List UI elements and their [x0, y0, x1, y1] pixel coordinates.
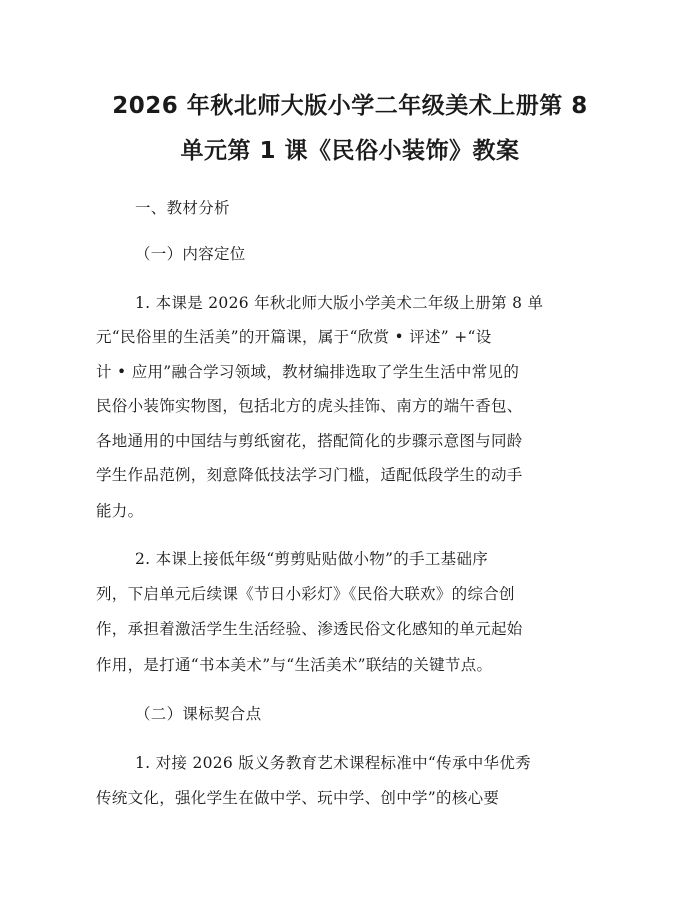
section-heading: 一、教材分析 — [135, 199, 230, 217]
subsection-heading-standards: （二）课标契合点 — [135, 705, 262, 723]
paragraph-line: 1. 本课是 2026 年秋北师大版小学美术二年级上册第 8 单 — [135, 294, 544, 312]
paragraph-line: 作用，是打通“书本美术”与“生活美术”联结的关键节点。 — [96, 656, 493, 674]
paragraph-line: 2. 本课上接低年级“剪剪贴贴做小物”的手工基础序 — [135, 550, 489, 568]
paragraph-line: 各地通用的中国结与剪纸窗花，搭配简化的步骤示意图与同龄 — [96, 432, 523, 450]
paragraph-line: 列，下启单元后续课《节日小彩灯》《民俗大联欢》的综合创 — [96, 585, 515, 603]
paragraph-line: 学生作品范例，刻意降低技法学习门槛，适配低段学生的动手 — [96, 466, 523, 484]
document-title-line-2: 单元第 1 课《民俗小装饰》教案 — [180, 138, 520, 164]
paragraph-line: 作，承担着激活学生生活经验、渗透民俗文化感知的单元起始 — [96, 620, 523, 638]
subsection-heading-content: （一）内容定位 — [135, 245, 246, 263]
paragraph-line: 计 • 应用”融合学习领域，教材编排选取了学生生活中常见的 — [96, 363, 520, 381]
paragraph-line: 1. 对接 2026 版义务教育艺术课程标准中“传承中华优秀 — [135, 754, 531, 772]
document-title-line-1: 2026 年秋北师大版小学二年级美术上册第 8 — [112, 93, 588, 119]
paragraph-line: 传统文化，强化学生在做中学、玩中学、创中学”的核心要 — [96, 789, 500, 807]
paragraph-line: 民俗小装饰实物图，包括北方的虎头挂饰、南方的端午香包、 — [96, 397, 523, 415]
paragraph-line: 能力。 — [96, 502, 144, 520]
paragraph-line: 元“民俗里的生活美”的开篇课，属于“欣赏 • 评述” +“设 — [96, 328, 492, 346]
